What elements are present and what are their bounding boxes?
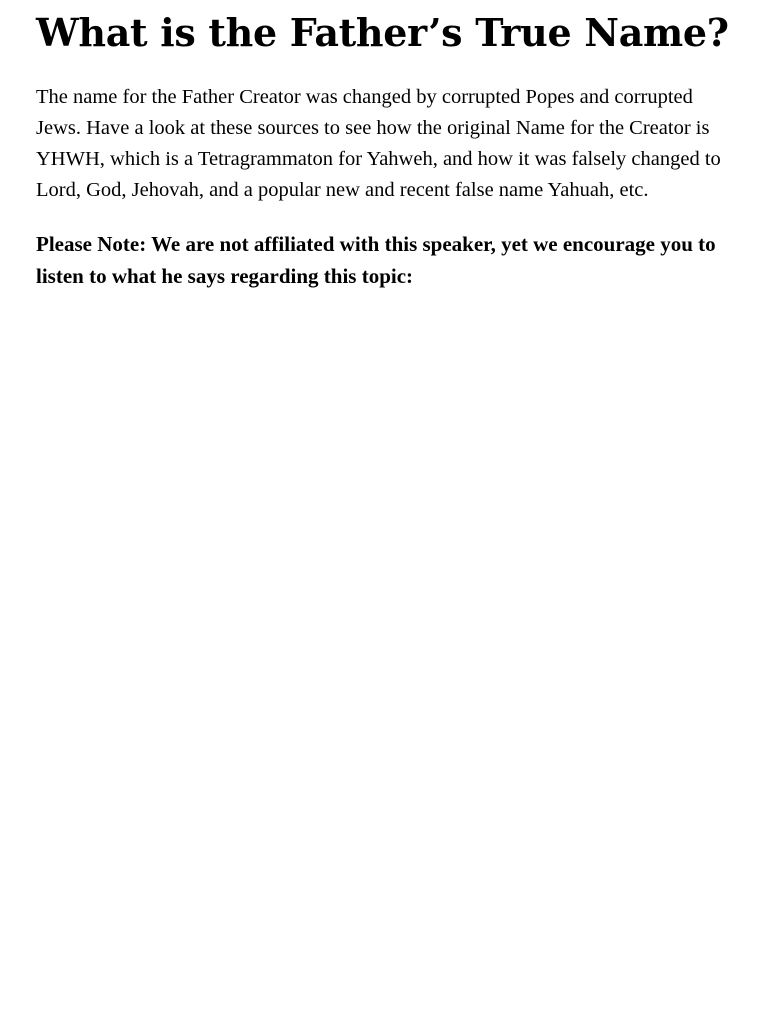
intro-paragraph: The name for the Father Creator was changed by corrupted Popes and corrupted Jews. Have a look at these sources to see how the original Name for the Creator is YHWH, which is a Tetragrammaton for Yahweh, and how it was falsely changed to Lord, God, Jehovah, and a popular new and recent false name Yahuah, etc.	[36, 86, 721, 201]
note-paragraph: Please Note: We are not affiliated with this speaker, yet we encourage you to listen to what he says regarding this topic:	[36, 232, 716, 288]
article	[36, 0, 736, 292]
page-title: What is the Father’s True Name?	[36, 10, 729, 55]
